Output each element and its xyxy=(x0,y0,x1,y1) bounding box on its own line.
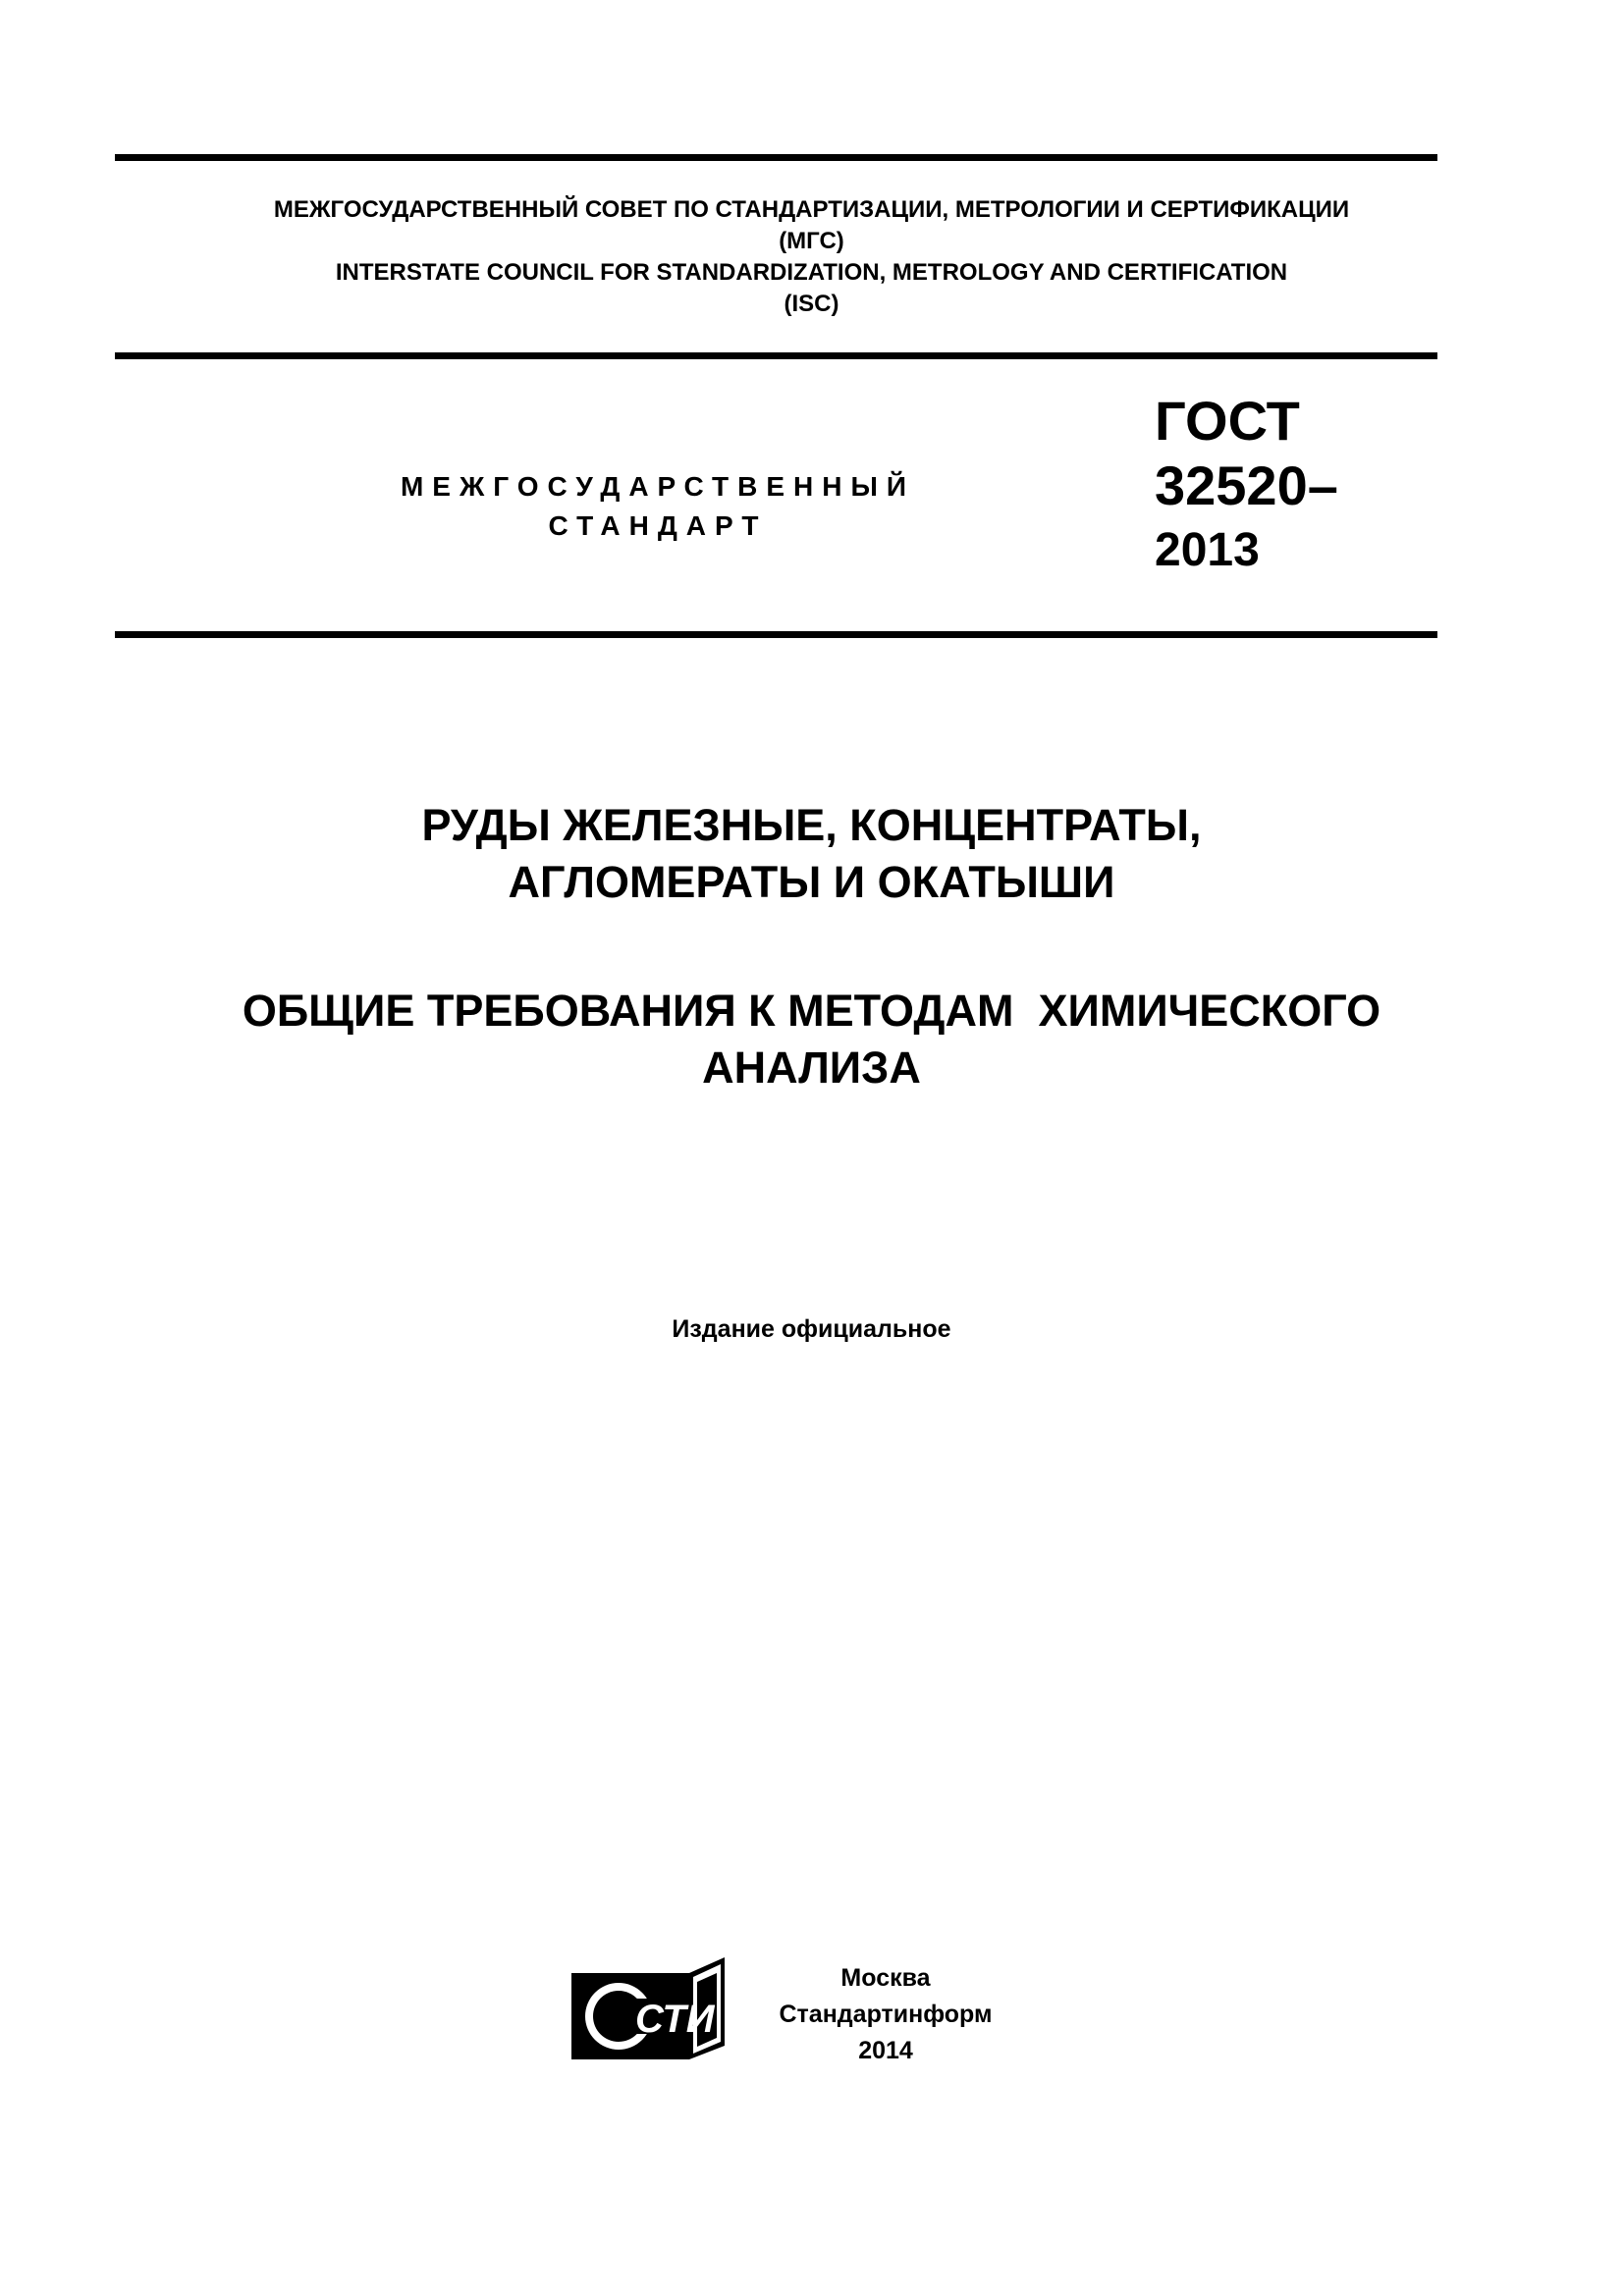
council-name-en: INTERSTATE COUNCIL FOR STANDARDIZATION, METROLOGY AND CERTIFICATION xyxy=(335,259,1288,286)
gost-year: 2013 xyxy=(1155,524,1260,576)
document-subtitle xyxy=(0,983,1623,1096)
document-subtitle-line2: АНАЛИЗА xyxy=(702,1042,921,1093)
standard-type-line1: МЕЖГОСУДАРСТВЕННЫЙ xyxy=(400,471,916,502)
top-rule xyxy=(115,154,1437,161)
header-divider xyxy=(115,352,1437,359)
imprint-publisher: Стандартинформ xyxy=(779,2001,993,2028)
document-title-line1: РУДЫ ЖЕЛЕЗНЫЕ, КОНЦЕНТРАТЫ, xyxy=(421,800,1202,850)
standartinform-logo-icon xyxy=(569,1955,729,2061)
gost-prefix: ГОСТ xyxy=(1155,390,1300,452)
standard-type-label xyxy=(353,467,962,546)
edition-note: Издание официальное xyxy=(672,1315,951,1343)
council-name-ru: МЕЖГОСУДАРСТВЕННЫЙ СОВЕТ ПО СТАНДАРТИЗАЦИИ, МЕТРОЛОГИИ И СЕРТИФИКАЦИИ xyxy=(273,196,1350,223)
council-abbr-ru: (МГС) xyxy=(779,228,844,254)
document-title-line2: АГЛОМЕРАТЫ И ОКАТЫШИ xyxy=(508,857,1115,907)
document-title xyxy=(0,797,1623,911)
gost-number: 32520– xyxy=(1155,454,1338,516)
gost-designation xyxy=(1155,389,1338,583)
council-abbr-en: (ISC) xyxy=(784,291,839,317)
imprint xyxy=(724,1960,1048,2069)
imprint-year: 2014 xyxy=(858,2037,913,2064)
council-header xyxy=(0,194,1623,320)
document-subtitle-line1: ОБЩИЕ ТРЕБОВАНИЯ К МЕТОДАМ ХИМИЧЕСКОГО xyxy=(242,986,1381,1036)
logo-text: СТИ xyxy=(635,1998,715,2041)
designation-divider xyxy=(115,631,1437,638)
standard-type-line2: СТАНДАРТ xyxy=(548,510,768,541)
imprint-city: Москва xyxy=(840,1964,931,1992)
